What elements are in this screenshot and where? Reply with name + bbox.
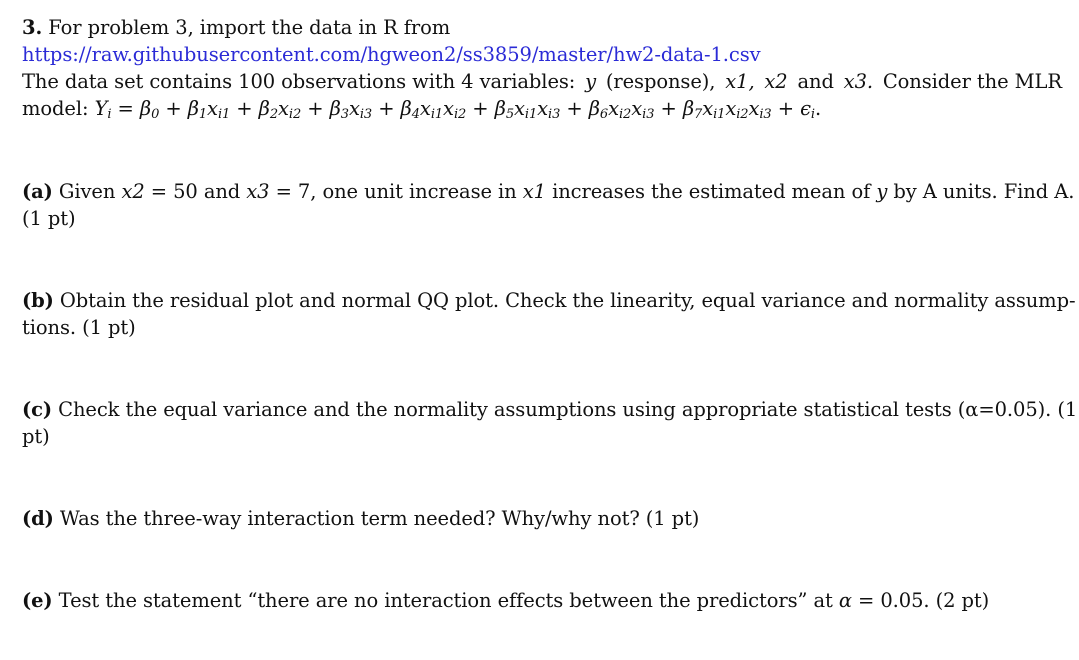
part-a-text-3: increases the estimated mean of (552, 180, 871, 203)
model-label: model: (22, 97, 89, 120)
problem-block (22, 14, 1062, 122)
data-url-link[interactable]: https://raw.githubusercontent.com/hgweon2/ss3859/master/hw2-data-1.csv (22, 43, 761, 66)
part-a-text-1: Given (58, 180, 116, 203)
part-d-text: Was the three-way interaction term needed? Why/why not? (1 pt) (59, 507, 700, 530)
part-c-text: Check the equal variance and the normality assumptions using appropriate statistical tests (α=0.05). (1 (58, 398, 1078, 421)
var-x1: x1, (725, 70, 755, 93)
var-x3: x3. (843, 70, 873, 93)
model-equation: $Y_i = \beta_0 + \beta_1x_{i1} + \beta_2x_{i2} + \beta_3x_{i3} + \beta_4x_{i1}x_{i2} + \beta_5x_{i1}x_{i3} + \beta_6x_{i2}x_{i3} + \beta_7x_{i1}x_{i2}x_{i3} + \epsilon_i$. (94, 97, 822, 122)
part-a-condition: x2 = 50 and x3 = 7, (121, 180, 317, 203)
part-c-continuation: pt) (22, 425, 50, 448)
part-a (22, 178, 1075, 232)
part-a-var-x1: x1 (522, 180, 546, 203)
problem-intro: For problem 3, import the data in R from (48, 16, 451, 39)
part-c (22, 396, 1078, 450)
problem-intro-line (22, 14, 1062, 41)
part-d (22, 505, 1062, 532)
part-c-label: (c) (22, 398, 53, 421)
var-x2: x2 (764, 70, 788, 93)
part-e-label: (e) (22, 589, 53, 612)
description-and: and (797, 70, 834, 93)
part-a-text-4: by A units. Find A. (893, 180, 1075, 203)
description-line (22, 68, 1062, 95)
part-e-alpha: α (838, 589, 852, 612)
part-a-label: (a) (22, 180, 53, 203)
part-e (22, 587, 1062, 614)
part-b-label: (b) (22, 289, 54, 312)
part-b-text: Obtain the residual plot and normal QQ plot. Check the linearity, equal variance and normality assump- (59, 289, 1076, 312)
part-a-points: (1 pt) (22, 207, 76, 230)
problem-number: 3. (22, 16, 43, 39)
part-b (22, 287, 1076, 341)
part-a-text-2: one unit increase in (322, 180, 517, 203)
description-response: (response), (605, 70, 716, 93)
description-consider: Consider the MLR (882, 70, 1062, 93)
data-url-line (22, 41, 1062, 68)
part-e-text-end: = 0.05. (2 pt) (858, 589, 990, 612)
part-a-var-y: y (876, 180, 888, 203)
description-text: The data set contains 100 observations with 4 variables: (22, 70, 576, 93)
part-d-label: (d) (22, 507, 54, 530)
var-y: y (585, 70, 597, 93)
part-b-continuation: tions. (1 pt) (22, 316, 136, 339)
part-e-text: Test the statement “there are no interaction effects between the predictors” at (58, 589, 833, 612)
model-line (22, 95, 1062, 122)
